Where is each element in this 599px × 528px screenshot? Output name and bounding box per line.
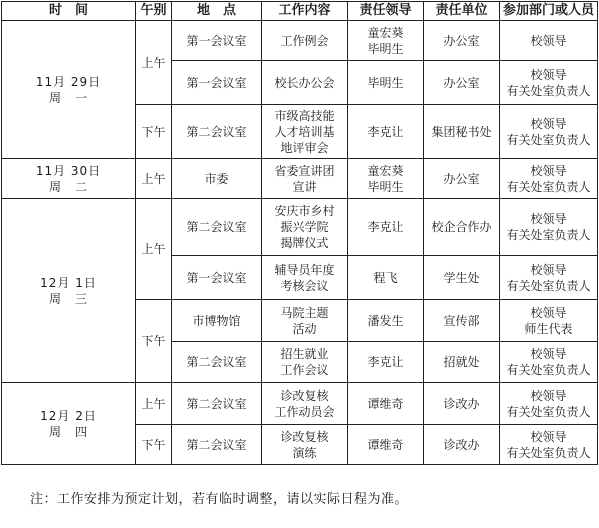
date-cell: 12月 1日 周 三	[2, 199, 136, 383]
place-cell: 第二会议室	[172, 383, 262, 425]
attendees-cell: 校领导 有关处室负责人	[500, 383, 598, 425]
leader-cell: 李克让	[348, 105, 424, 159]
content-cell: 安庆市乡村 振兴学院 揭牌仪式	[262, 199, 348, 256]
content-cell: 招生就业 工作会议	[262, 342, 348, 383]
unit-cell: 集团秘书处	[424, 105, 500, 159]
unit-cell: 办公室	[424, 21, 500, 61]
header-place: 地 点	[172, 2, 262, 21]
table-row	[2, 159, 598, 199]
content-cell: 市级高技能 人才培训基 地评审会	[262, 105, 348, 159]
unit-cell: 学生处	[424, 256, 500, 300]
period-cell: 下午	[136, 105, 172, 159]
unit-cell: 办公室	[424, 159, 500, 199]
attendees-cell: 校领导 有关处室负责人	[500, 105, 598, 159]
period-cell: 上午	[136, 21, 172, 105]
content-cell: 工作例会	[262, 21, 348, 61]
date-cell: 11月 29日 周 一	[2, 21, 136, 159]
period-cell: 下午	[136, 425, 172, 465]
place-cell: 市博物馆	[172, 300, 262, 342]
period-cell: 上午	[136, 159, 172, 199]
header-attendees: 参加部门或人员	[500, 2, 598, 21]
place-cell: 第一会议室	[172, 256, 262, 300]
place-cell: 第一会议室	[172, 61, 262, 105]
attendees-cell: 校领导 有关处室负责人	[500, 61, 598, 105]
table-row	[2, 199, 598, 256]
date-cell: 12月 2日 周 四	[2, 383, 136, 465]
footnote: 注：工作安排为预定计划，若有临时调整，请以实际日程为准。	[30, 492, 409, 507]
place-cell: 第二会议室	[172, 342, 262, 383]
content-cell: 校长办公会	[262, 61, 348, 105]
attendees-cell: 校领导 有关处室负责人	[500, 256, 598, 300]
attendees-cell: 校领导	[500, 21, 598, 61]
unit-cell: 诊改办	[424, 383, 500, 425]
content-cell: 诊改复核 工作动员会	[262, 383, 348, 425]
leader-cell: 谭维奇	[348, 425, 424, 465]
table-row	[2, 383, 598, 425]
header-leader: 责任领导	[348, 2, 424, 21]
schedule-table	[1, 1, 598, 465]
table-row	[2, 21, 598, 61]
attendees-cell: 校领导 有关处室负责人	[500, 199, 598, 256]
unit-cell: 宣传部	[424, 300, 500, 342]
content-cell: 辅导员年度 考核会议	[262, 256, 348, 300]
place-cell: 第二会议室	[172, 425, 262, 465]
attendees-cell: 校领导 有关处室负责人	[500, 342, 598, 383]
header-time: 时 间	[2, 2, 136, 21]
content-cell: 省委宣讲团 宣讲	[262, 159, 348, 199]
leader-cell: 毕明生	[348, 61, 424, 105]
place-cell: 市委	[172, 159, 262, 199]
header-content: 工作内容	[262, 2, 348, 21]
header-row	[2, 2, 598, 21]
attendees-cell: 校领导 师生代表	[500, 300, 598, 342]
header-period: 午别	[136, 2, 172, 21]
leader-cell: 谭维奇	[348, 383, 424, 425]
unit-cell: 招就处	[424, 342, 500, 383]
leader-cell: 李克让	[348, 342, 424, 383]
place-cell: 第二会议室	[172, 105, 262, 159]
leader-cell: 潘发生	[348, 300, 424, 342]
period-cell: 下午	[136, 300, 172, 383]
period-cell: 上午	[136, 199, 172, 300]
place-cell: 第二会议室	[172, 199, 262, 256]
leader-cell: 童宏葵 毕明生	[348, 159, 424, 199]
attendees-cell: 校领导 有关处室负责人	[500, 159, 598, 199]
header-unit: 责任单位	[424, 2, 500, 21]
attendees-cell: 校领导 有关处室负责人	[500, 425, 598, 465]
content-cell: 马院主题 活动	[262, 300, 348, 342]
period-cell: 上午	[136, 383, 172, 425]
content-cell: 诊改复核 演练	[262, 425, 348, 465]
unit-cell: 校企合作办	[424, 199, 500, 256]
date-cell: 11月 30日 周 二	[2, 159, 136, 199]
place-cell: 第一会议室	[172, 21, 262, 61]
unit-cell: 办公室	[424, 61, 500, 105]
leader-cell: 李克让	[348, 199, 424, 256]
unit-cell: 诊改办	[424, 425, 500, 465]
leader-cell: 程飞	[348, 256, 424, 300]
leader-cell: 童宏葵 毕明生	[348, 21, 424, 61]
